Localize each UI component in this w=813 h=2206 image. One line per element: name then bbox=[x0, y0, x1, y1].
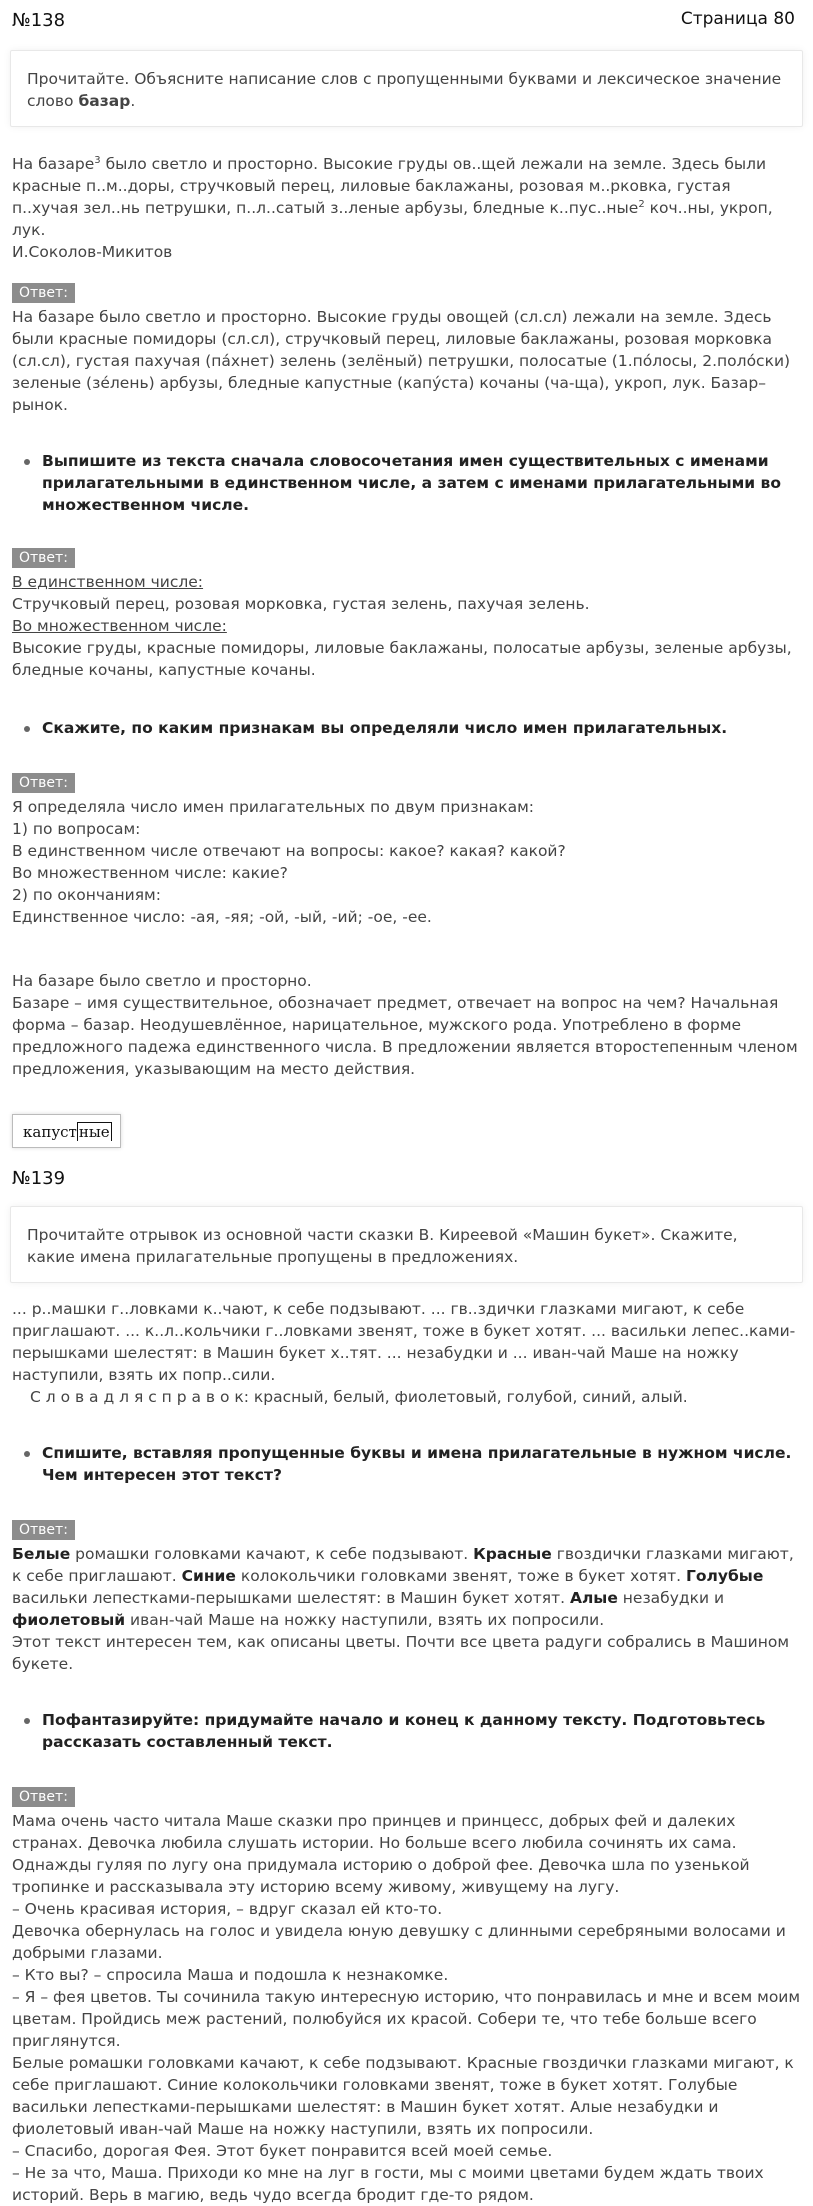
story-line: – Очень красивая история, – вдруг сказал ей кто-то. bbox=[12, 1900, 443, 1918]
text-part: коч..ны, укроп, лук. bbox=[12, 199, 773, 239]
text-part: ромашки головками качают, к себе подзывают. bbox=[70, 1545, 474, 1563]
text-part: васильки лепестками-перышками шелестят: в Машин букет хотят. bbox=[12, 1589, 570, 1607]
text-part: На базаре bbox=[12, 155, 95, 173]
answer-label: Ответ: bbox=[12, 548, 75, 568]
text-part: было светло и просторно. Высокие груды ов..щей лежали на земле. Здесь были красные п..м..доры, стручковый перец, лиловые баклажаны, розовая м..рковка, густая п..хучая зел..нь петрушки, п..л..сатый з..леные арбузы, бледные к..пус..ные bbox=[12, 155, 767, 217]
singular-list: Стручковый перец, розовая морковка, густая зелень, пахучая зелень. bbox=[12, 595, 590, 613]
answer-conclusion: Этот текст интересен тем, как описаны цветы. Почти все цвета радуги собрались в Машином букете. bbox=[12, 1633, 790, 1673]
superscript: 3 bbox=[94, 154, 101, 166]
analysis-sentence: На базаре было светло и просторно. bbox=[12, 972, 312, 990]
exercise-text bbox=[12, 1298, 801, 1408]
answer-line: Во множественном числе: какие? bbox=[12, 864, 288, 882]
story-line: Белые ромашки головками качают, к себе подзывают. Красные гвоздички глазками мигают, к себе приглашают. Синие колокольчики головками звенят, тоже в букет хотят. Голубые васильки лепестками-перышками шелестят: в Машин букет хотят. Алые незабудки и фиолетовый иван-чай Маше на ножку наступили, взять их попросили. bbox=[12, 2054, 794, 2138]
page-number: Страница 80 bbox=[680, 9, 795, 29]
instruction-word: базар bbox=[78, 92, 131, 110]
answer-line: Единственное число: -ая, -яя; -ой, -ый, -ий; -ое, -ее. bbox=[12, 908, 432, 926]
answer-label: Ответ: bbox=[12, 283, 75, 303]
story-line: – Я – фея цветов. Ты сочинила такую интересную историю, что понравилась и мне и всем моим цветам. Пройдись меж растений, полюбуйся их красой. Собери те, что тебе больше всего приглянутся. bbox=[12, 1988, 801, 2050]
analysis-text: Базаре – имя существительное, обозначает предмет, отвечает на вопрос на чем? Начальная форма – базар. Неодушевлённое, нарицательное, мужского рода. Употреблено в форме предложного падежа единственного числа. В предложении является второстепенным членом предложения, указывающим на место действия. bbox=[12, 994, 798, 1078]
answer-line: В единственном числе отвечают на вопросы: какое? какая? какой? bbox=[12, 842, 566, 860]
header bbox=[0, 0, 813, 44]
story-line: Однажды гуляя по лугу она придумала историю о доброй фее. Девочка шла по узенькой тропинке и рассказывала эту историю всему живому, живущему на лугу. bbox=[12, 1856, 750, 1896]
story-text bbox=[12, 1810, 801, 2206]
task-instruction-box: Прочитайте. Объясните написание слов с пропущенными буквами и лексическое значение слово базар. bbox=[10, 50, 803, 127]
bullet-question: Выпишите из текста сначала словосочетания имен существительных с именами прилагательными в единственном числе, а затем с именами прилагательными во множественном числе. bbox=[12, 450, 801, 516]
text-part: незабудки и bbox=[617, 1589, 725, 1607]
text-part: ... р..машки г..ловками к..чают, к себе подзывают. ... гв..здички глазками мигают, к себе приглашают. ... к..л..кольчики г..ловками звенят, тоже в букет хотят. ... васильки лепес..ками-перышками шелестят: в Машин букет х..тят. ... незабудки и ... иван-чай Маше на ножку наступили, взять их попр..сили. bbox=[12, 1300, 796, 1384]
word-ending: ные bbox=[78, 1123, 110, 1141]
task-number: №138 bbox=[12, 10, 66, 31]
adjective: Алые bbox=[569, 1589, 618, 1607]
word-analysis bbox=[12, 970, 801, 1080]
answer-text bbox=[12, 796, 801, 928]
answer-text bbox=[12, 571, 801, 681]
bullet-question: Пофантазируйте: придумайте начало и конец к данному тексту. Подготовьтесь рассказать составленный текст. bbox=[12, 1709, 801, 1753]
answer-label: Ответ: bbox=[12, 1787, 75, 1807]
answer-line: 1) по вопросам: bbox=[12, 820, 141, 838]
story-line: – Кто вы? – спросила Маша и подошла к незнакомке. bbox=[12, 1966, 449, 1984]
reference-label: С л о в а д л я с п р а в о к bbox=[30, 1388, 244, 1406]
word-root: капуст bbox=[23, 1123, 77, 1141]
answer-text bbox=[12, 1543, 801, 1675]
bullet-question: Скажите, по каким признакам вы определяли число имен прилагательных. bbox=[12, 717, 801, 739]
plural-label: Во множественном числе: bbox=[12, 617, 227, 635]
bullet-question: Спишите, вставляя пропущенные буквы и имена прилагательные в нужном числе. Чем интересен этот текст? bbox=[12, 1442, 801, 1486]
answer-label: Ответ: bbox=[12, 1520, 75, 1540]
superscript: 2 bbox=[638, 198, 645, 210]
answer-line: 2) по окончаниям: bbox=[12, 886, 161, 904]
instruction-text: Прочитайте. Объясните написание слов с пропущенными буквами и лексическое значение слово bbox=[27, 70, 782, 110]
answer-line: Я определяла число имен прилагательных по двум признакам: bbox=[12, 798, 534, 816]
adjective: Голубые bbox=[686, 1567, 764, 1585]
text-part: колокольчики головками звенят, тоже в букет хотят. bbox=[235, 1567, 686, 1585]
answer-text: На базаре было светло и просторно. Высокие груды овощей (сл.сл) лежали на земле. Здесь были красные помидоры (сл.сл), стручковый перец, лиловые баклажаны, розовая морковка (сл.сл), густая пахучая (па́хнет) зелень (зелёный) петрушки, полосатые (1.по́лосы, 2.поло́ски) зеленые (зе́лень) арбузы, бледные капустные (капу́ста) кочаны (ча-ща), укроп, лук. Базар–рынок. bbox=[12, 308, 791, 414]
story-line: Девочка обернулась на голос и увидела юную девушку с длинными серебряными волосами и добрыми глазами. bbox=[12, 1922, 786, 1962]
singular-label: В единственном числе: bbox=[12, 573, 204, 591]
task-number: №139 bbox=[12, 1168, 66, 1189]
story-line: Мама очень часто читала Маше сказки про принцев и принцесс, добрых фей и далеких странах. Девочка любила слушать истории. Но больше всего любила сочинять их сама. bbox=[12, 1812, 737, 1852]
text-part: иван-чай Маше на ножку наступили, взять их попросили. bbox=[125, 1611, 605, 1629]
adjective: фиолетовый bbox=[12, 1611, 126, 1629]
adjective: Синие bbox=[181, 1567, 236, 1585]
task-instruction-box: Прочитайте отрывок из основной части сказки В. Киреевой «Машин букет». Скажите, какие имена прилагательные пропущены в предложениях. bbox=[10, 1206, 803, 1283]
morpheme-picture bbox=[12, 1114, 121, 1148]
plural-list: Высокие груды, красные помидоры, лиловые баклажаны, полосатые арбузы, зеленые арбузы, бледные кочаны, капустные кочаны. bbox=[12, 639, 792, 679]
text-part: гвоздички глазками мигают, к себе приглашают. bbox=[12, 1545, 794, 1585]
author: И.Соколов-Микитов bbox=[12, 243, 173, 261]
exercise-text bbox=[12, 153, 801, 263]
story-line: – Спасибо, дорогая Фея. Этот букет понравится всей моей семье. bbox=[12, 2142, 553, 2160]
adjective: Красные bbox=[473, 1545, 552, 1563]
reference-words: : красный, белый, фиолетовый, голубой, синий, алый. bbox=[243, 1388, 688, 1406]
adjective: Белые bbox=[12, 1545, 71, 1563]
story-line: – Не за что, Маша. Приходи ко мне на луг в гости, мы с моими цветами будем ждать твоих историй. Верь в магию, ведь чудо всегда бродит где-то рядом. bbox=[12, 2164, 764, 2204]
answer-label: Ответ: bbox=[12, 773, 75, 793]
